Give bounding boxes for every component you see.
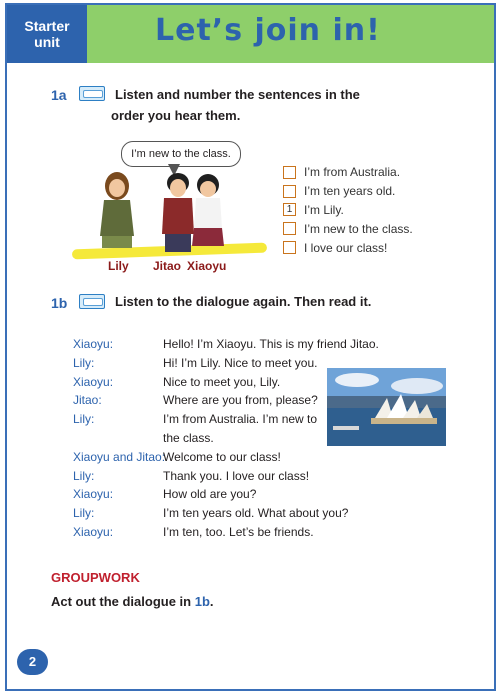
line: I’m ten, too. Let’s be friends. — [163, 524, 314, 539]
xiaoyu-figure — [192, 174, 224, 246]
speaker: Jitao: — [73, 393, 102, 408]
exercise-reference: 1b — [194, 594, 210, 609]
line: How old are you? — [163, 487, 257, 502]
name-label-lily: Lily — [108, 259, 129, 273]
unit-badge-line2: unit — [34, 34, 60, 50]
line: I’m ten years old. What about you? — [163, 506, 349, 521]
sydney-opera-house-photo — [327, 368, 446, 446]
exercise-1b-instruction: Listen to the dialogue again. Then read it. — [115, 294, 372, 309]
exercise-1a-number: 1a — [51, 87, 67, 103]
audio-tape-icon — [79, 294, 105, 309]
speaker: Xiaoyu and Jitao: — [73, 449, 166, 464]
number-box[interactable] — [283, 222, 296, 235]
number-box[interactable] — [283, 241, 296, 254]
line: Hello! I’m Xiaoyu. This is my friend Jitao. — [163, 337, 379, 351]
number-box[interactable]: 1 — [283, 203, 296, 216]
page-number: 2 — [17, 649, 48, 675]
sentence-item — [283, 201, 413, 220]
groupwork-period: . — [209, 594, 214, 609]
groupwork-text: Act out the dialogue in — [51, 594, 195, 609]
exercise-1a-instruction-line2: order you hear them. — [111, 108, 241, 123]
speaker: Xiaoyu: — [73, 337, 114, 351]
groupwork-heading: GROUPWORK — [51, 570, 140, 585]
name-label-jitao: Jitao — [153, 259, 182, 273]
name-label-xiaoyu: Xiaoyu — [187, 259, 227, 273]
jitao-figure — [162, 173, 194, 252]
unit-badge-line1: Starter — [24, 18, 70, 34]
sentence-text: I’m Lily. — [304, 202, 344, 217]
sentence-item — [283, 163, 413, 182]
lily-figure — [100, 172, 134, 248]
speaker: Lily: — [73, 468, 95, 483]
sentence-item — [283, 182, 413, 201]
children-illustration — [90, 166, 230, 256]
speaker: Xiaoyu: — [73, 524, 114, 539]
sentence-item — [283, 238, 413, 257]
exercise-1b-number: 1b — [51, 295, 68, 311]
sentence-text: I’m from Australia. — [304, 165, 401, 180]
number-box[interactable] — [283, 185, 296, 198]
speaker: Lily: — [73, 506, 95, 521]
groupwork-instruction — [51, 594, 214, 609]
speech-bubble: I’m new to the class. — [121, 141, 241, 167]
sentence-checklist — [283, 163, 413, 257]
line: Welcome to our class! — [163, 449, 281, 464]
speaker: Lily: — [73, 412, 95, 427]
exercise-1a-instruction-line1: Listen and number the sentences in the — [115, 87, 360, 102]
speaker: Lily: — [73, 355, 95, 370]
sentence-text: I’m ten years old. — [304, 184, 396, 199]
speaker: Xiaoyu: — [73, 487, 114, 502]
page-title: Let’s join in! — [155, 13, 381, 48]
sentence-text: I’m new to the class. — [304, 221, 413, 236]
number-box[interactable] — [283, 166, 296, 179]
speaker: Xiaoyu: — [73, 374, 114, 389]
sentence-text: I love our class! — [304, 240, 388, 255]
sentence-item — [283, 219, 413, 238]
line: Nice to meet you, Lily. — [163, 374, 281, 389]
line: Thank you. I love our class! — [163, 468, 310, 483]
audio-tape-icon — [79, 86, 105, 101]
line: Where are you from, please? — [163, 393, 318, 408]
line: I’m from Australia. I’m new to — [163, 412, 318, 427]
line: Hi! I’m Lily. Nice to meet you. — [163, 355, 318, 370]
unit-badge — [7, 5, 87, 63]
line: the class. — [163, 430, 214, 445]
